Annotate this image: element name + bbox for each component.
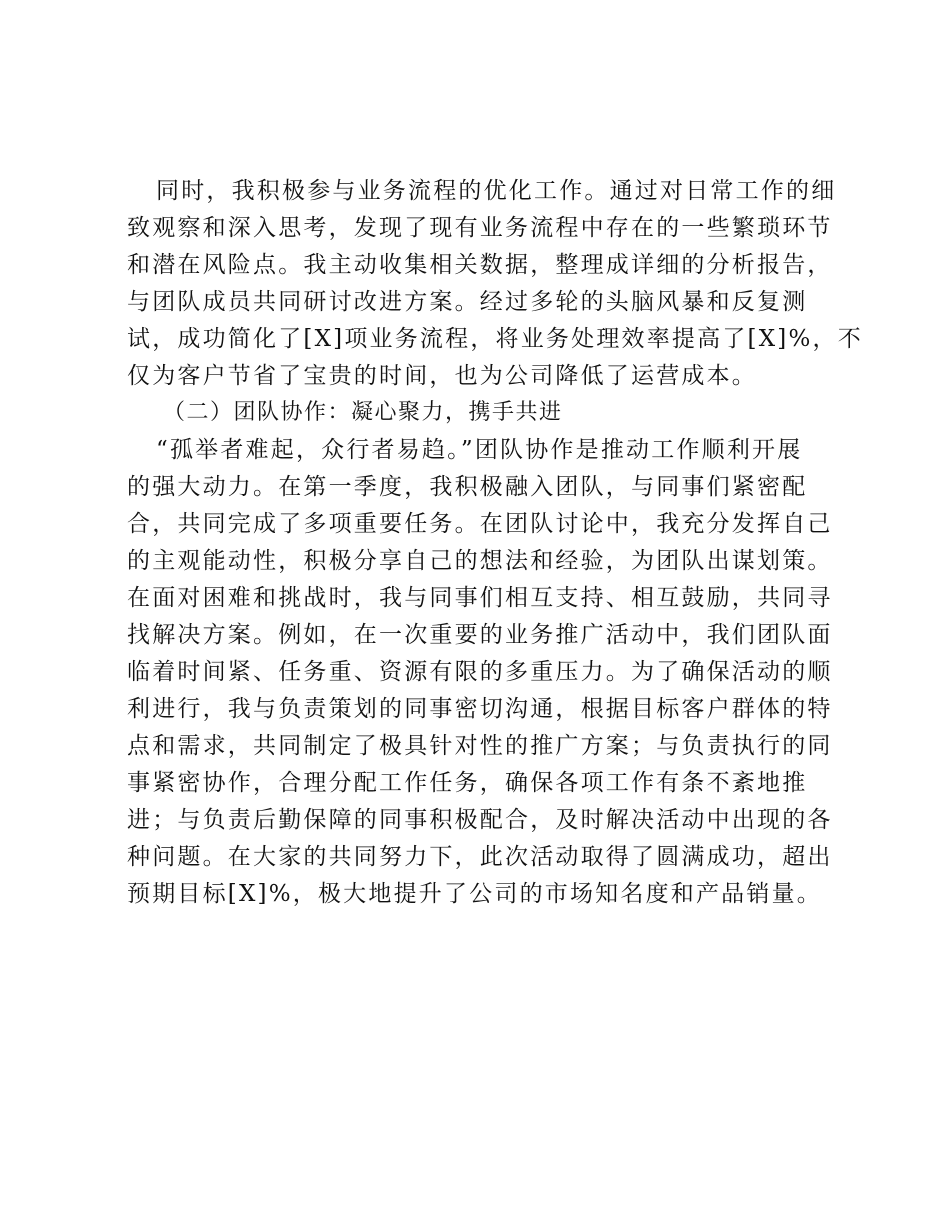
- paragraph2-line: “孤举者难起，众行者易趋。”团队协作是推动工作顺利开展: [156, 437, 803, 463]
- paragraph2-line: 预期目标[X]%，极大地提升了公司的市场知名度和产品销量。: [127, 881, 822, 907]
- paragraph2-line: 种问题。在大家的共同努力下，此次活动取得了圆满成功，超出: [127, 844, 833, 870]
- paragraph1-line: 与团队成员共同研讨改进方案。经过多轮的头脑风暴和反复测: [127, 289, 808, 315]
- paragraph2-line: 进；与负责后勤保障的同事积极配合，及时解决活动中出现的各: [127, 807, 833, 833]
- paragraph2-line: 利进行，我与负责策划的同事密切沟通，根据目标客户群体的特: [127, 696, 833, 722]
- paragraph1-line: 致观察和深入思考，发现了现有业务流程中存在的一些繁琐环节: [127, 215, 833, 241]
- paragraph1-line: 和潜在风险点。我主动收集相关数据，整理成详细的分析报告，: [127, 252, 833, 278]
- paragraph2-line: 找解决方案。例如，在一次重要的业务推广活动中，我们团队面: [127, 622, 833, 648]
- paragraph2-line: 临着时间紧、任务重、资源有限的多重压力。为了确保活动的顺: [127, 659, 833, 685]
- paragraph2-line: 合，共同完成了多项重要任务。在团队讨论中，我充分发挥自己: [127, 511, 833, 537]
- paragraph2-line: 在面对困难和挑战时，我与同事们相互支持、相互鼓励，共同寻: [127, 585, 833, 611]
- paragraph2-line: 的主观能动性，积极分享自己的想法和经验，为团队出谋划策。: [127, 548, 833, 574]
- paragraph1-line: 试，成功简化了[X]项业务流程，将业务处理效率提高了[X]%，不: [127, 326, 863, 352]
- paragraph2-line: 点和需求，共同制定了极具针对性的推广方案；与负责执行的同: [127, 733, 833, 759]
- paragraph2-line: 的强大动力。在第一季度，我积极融入团队，与同事们紧密配: [127, 474, 808, 500]
- paragraph1-line: 仅为客户节省了宝贵的时间，也为公司降低了运营成本。: [127, 363, 757, 389]
- paragraph2-line: 事紧密协作，合理分配工作任务，确保各项工作有条不紊地推: [127, 770, 808, 796]
- section-heading: （二）团队协作：凝心聚力，携手共进: [163, 400, 563, 425]
- paragraph1-line: 同时，我积极参与业务流程的优化工作。通过对日常工作的细: [156, 178, 837, 204]
